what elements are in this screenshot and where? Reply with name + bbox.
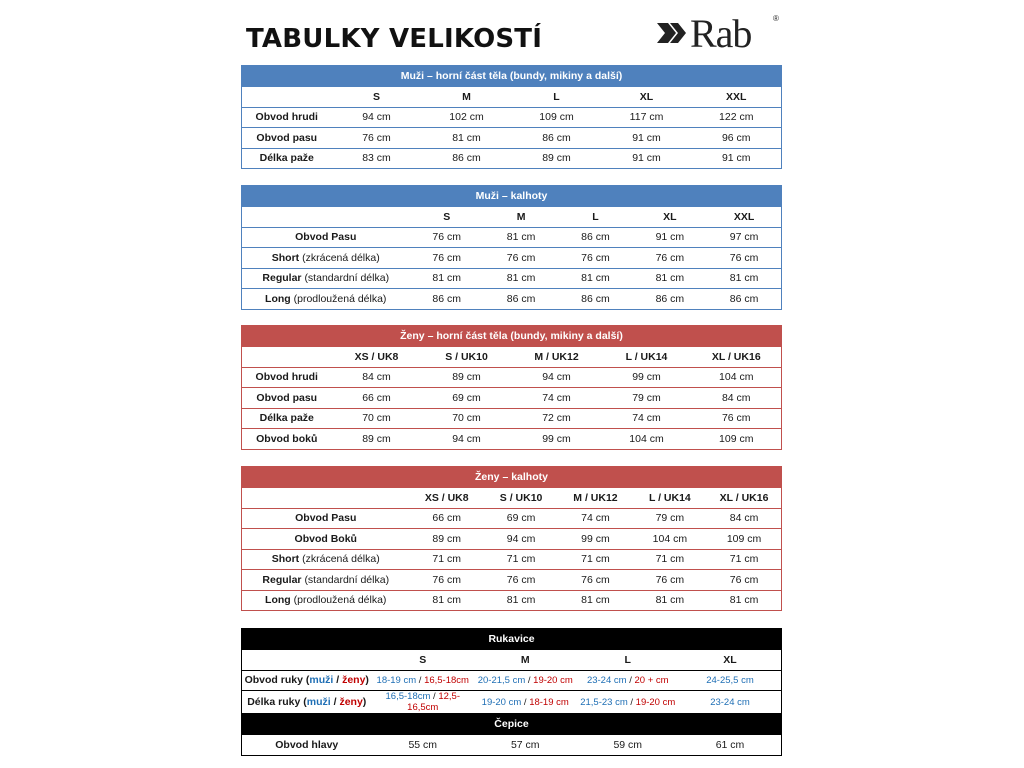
cell: 59 cm — [613, 738, 643, 751]
slash: / — [333, 696, 337, 708]
table-title: Rukavice — [242, 629, 782, 650]
women-value: 12,5-16,5cm — [407, 691, 460, 713]
cell: 76 cm — [692, 408, 782, 429]
cell: 109 cm — [512, 107, 602, 128]
size-header: XS / UK8 — [410, 488, 484, 509]
table-row — [242, 388, 782, 409]
women-value: 16,5-18cm — [424, 674, 469, 686]
cell: 81 cm — [506, 594, 536, 607]
women-value: 19-20 cm — [635, 696, 676, 708]
cell: 109 cm — [707, 529, 781, 550]
table-gloves-caps — [241, 628, 782, 756]
size-header: L / UK14 — [602, 347, 692, 368]
cell: 20-21,5 cm / 19-20 cm — [474, 670, 577, 691]
rab-logo-icon — [656, 20, 692, 46]
cell: 76 cm — [633, 248, 707, 269]
table-title: Ženy – horní část těla (bundy, mikiny a další) — [242, 326, 782, 347]
row-label — [242, 570, 410, 591]
row-label-main: Short — [271, 553, 300, 566]
cell: 86 cm — [432, 292, 461, 305]
women-word: ženy — [342, 674, 366, 687]
cell: 71 cm — [633, 549, 707, 570]
cell: 21,5-23 cm / 19-20 cm — [577, 691, 680, 714]
cell: 57 cm — [510, 738, 540, 751]
cell: 71 cm — [558, 549, 632, 570]
cell: 99 cm — [542, 432, 571, 445]
women-word: ženy — [339, 696, 363, 708]
size-header: XL — [602, 87, 692, 108]
cell: 86 cm — [512, 128, 602, 149]
row-label — [242, 268, 410, 289]
cell: 16,5-18cm / 12,5-16,5cm — [372, 691, 475, 714]
men-word: muži — [309, 674, 334, 687]
cell: 69 cm — [422, 388, 512, 409]
cell: 19-20 cm / 18-19 cm — [474, 691, 577, 714]
row-label-main: Obvod Boků — [294, 532, 357, 545]
size-header: XXL — [692, 87, 782, 108]
row-label-main: Délka ruky — [247, 696, 301, 708]
size-header: M — [422, 87, 512, 108]
row-label-main: Short — [271, 251, 300, 264]
size-header: XL / UK16 — [707, 488, 781, 509]
cell: 84 cm — [707, 508, 781, 529]
table-row — [242, 289, 782, 310]
cell: 81 cm — [432, 594, 461, 607]
men-value: 16,5-18cm — [385, 691, 431, 702]
cell: 96 cm — [692, 128, 782, 149]
table-title: Muži – horní část těla (bundy, mikiny a další) — [242, 66, 782, 87]
row-label-main: Regular — [262, 573, 302, 586]
women-value: 19-20 cm — [533, 674, 573, 686]
row-label-main: Obvod Pasu — [295, 231, 357, 244]
table-row — [242, 429, 782, 450]
row-label: Obvod hrudi — [242, 107, 332, 128]
page-title: TABULKY VELIKOSTÍ — [246, 24, 543, 54]
table-row — [242, 590, 782, 611]
row-label-main: Obvod Pasu — [295, 512, 357, 525]
cell: 94 cm — [512, 367, 602, 388]
cell: 102 cm — [422, 107, 512, 128]
row-label — [242, 549, 410, 570]
cell: 89 cm — [362, 432, 391, 445]
row-label: Délka paže — [259, 152, 314, 165]
row-label: Obvod hlavy — [275, 738, 339, 751]
size-header: L — [512, 87, 602, 108]
cell: 91 cm — [633, 227, 707, 248]
cell: 94 cm — [332, 107, 422, 128]
men-word: muži — [306, 696, 331, 708]
cell: 86 cm — [452, 152, 481, 165]
table-row — [242, 508, 782, 529]
cell: 86 cm — [729, 292, 759, 305]
logo-registered-mark: ® — [773, 14, 779, 23]
cell: 81 cm — [484, 227, 558, 248]
size-header: S — [372, 650, 475, 671]
cell: 99 cm — [602, 367, 692, 388]
row-label — [242, 590, 410, 611]
size-header-row — [242, 650, 782, 671]
table-row — [242, 691, 782, 714]
cell: 76 cm — [558, 248, 632, 269]
cell: 70 cm — [332, 408, 422, 429]
row-label: Obvod pasu — [242, 128, 332, 149]
men-value: 23-24 cm — [586, 674, 627, 686]
size-header-row — [242, 488, 782, 509]
table-row — [242, 735, 782, 756]
cell: 23-24 cm / 20 + cm — [577, 670, 680, 691]
size-header: XS / UK8 — [332, 347, 422, 368]
table-row — [242, 367, 782, 388]
table-men-pants — [241, 185, 782, 310]
cell: 74 cm — [602, 408, 692, 429]
cell: 97 cm — [707, 227, 781, 248]
men-value: 20-21,5 cm — [477, 674, 526, 686]
row-label: Obvod ruky (muži / ženy) — [242, 670, 372, 691]
cell: 117 cm — [602, 107, 692, 128]
size-header: XL — [679, 650, 782, 671]
cell: 81 cm — [484, 268, 558, 289]
cell: 76 cm — [484, 570, 558, 591]
cell: 99 cm — [558, 529, 632, 550]
men-value: 23-24 cm — [710, 696, 750, 708]
table-row — [242, 128, 782, 149]
row-label-main: Obvod ruky — [244, 674, 303, 687]
cell: 72 cm — [512, 408, 602, 429]
size-header-row — [242, 87, 782, 108]
men-value: 24-25,5 cm — [706, 674, 754, 686]
cell: 79 cm — [633, 508, 707, 529]
size-header: L — [577, 650, 680, 671]
cell: 81 cm — [707, 268, 781, 289]
row-label-note: (standardní délka) — [304, 573, 390, 586]
cell: 81 cm — [581, 594, 610, 607]
row-label-main: Long — [265, 594, 291, 607]
size-header-row — [242, 207, 782, 228]
cell: 81 cm — [633, 268, 707, 289]
cell: 74 cm — [512, 388, 602, 409]
size-header: M — [484, 207, 558, 228]
size-header: M — [474, 650, 577, 671]
cell: 81 cm — [422, 128, 512, 149]
cell: 86 cm — [558, 227, 632, 248]
size-header: L / UK14 — [633, 488, 707, 509]
table-row — [242, 107, 782, 128]
row-label-note: (zkrácená délka) — [302, 553, 380, 566]
cell: 81 cm — [655, 594, 685, 607]
cell: 91 cm — [602, 128, 692, 149]
cell: 66 cm — [410, 508, 484, 529]
cell: 76 cm — [633, 570, 707, 591]
cell: 71 cm — [707, 549, 781, 570]
cell: 76 cm — [558, 570, 632, 591]
size-header: L — [558, 207, 632, 228]
cell: 79 cm — [602, 388, 692, 409]
cell: 76 cm — [332, 128, 422, 149]
table-row — [242, 408, 782, 429]
row-label-note: (prodloužená délka) — [293, 292, 387, 305]
table-row — [242, 549, 782, 570]
size-header: XL / UK16 — [692, 347, 782, 368]
cell: 104 cm — [633, 529, 707, 550]
cell: 122 cm — [692, 107, 782, 128]
cell: 83 cm — [362, 152, 391, 165]
size-header: S — [410, 207, 484, 228]
table-row — [242, 268, 782, 289]
size-header: XXL — [707, 207, 781, 228]
cell: 109 cm — [719, 432, 754, 445]
row-label: Obvod hrudi — [242, 367, 332, 388]
women-value: 18-19 cm — [529, 696, 569, 708]
cell: 76 cm — [410, 248, 484, 269]
table-row — [242, 670, 782, 691]
cell: 86 cm — [655, 292, 685, 305]
cell: 71 cm — [410, 549, 484, 570]
row-label — [242, 248, 410, 269]
row-label-note: (standardní délka) — [304, 272, 390, 285]
cell: 81 cm — [410, 268, 484, 289]
slash: / — [336, 674, 340, 687]
cell: 89 cm — [410, 529, 484, 550]
cell: 86 cm — [581, 292, 610, 305]
size-header: S / UK10 — [484, 488, 558, 509]
cell: 89 cm — [542, 152, 571, 165]
row-label-note: (prodloužená délka) — [293, 594, 387, 607]
row-label-main: Regular — [262, 272, 302, 285]
cell: 55 cm — [408, 738, 438, 751]
logo-text: Rab — [690, 11, 752, 56]
cell: 89 cm — [422, 367, 512, 388]
cell: 76 cm — [410, 570, 484, 591]
size-header: M / UK12 — [558, 488, 632, 509]
table-subtitle: Čepice — [242, 714, 782, 735]
table-row — [242, 248, 782, 269]
cell: 76 cm — [707, 248, 781, 269]
men-value: 21,5-23 cm — [580, 696, 628, 708]
row-label: Délka paže — [242, 408, 332, 429]
cell: 84 cm — [332, 367, 422, 388]
cell: 86 cm — [506, 292, 536, 305]
size-header: XL — [633, 207, 707, 228]
cell — [679, 691, 782, 714]
row-label — [242, 289, 410, 310]
row-label-note: (zkrácená délka) — [302, 251, 380, 264]
row-label — [242, 529, 410, 550]
table-title: Muži – kalhoty — [242, 186, 782, 207]
cell: 76 cm — [707, 570, 781, 591]
cell: 91 cm — [721, 152, 751, 165]
cell: 76 cm — [484, 248, 558, 269]
cell: 71 cm — [484, 549, 558, 570]
table-row — [242, 227, 782, 248]
table-women-top — [241, 325, 782, 450]
row-label — [242, 227, 410, 248]
row-label: Délka ruky (muži / ženy) — [242, 691, 372, 714]
cell: 18-19 cm / 16,5-18cm — [372, 670, 475, 691]
row-label — [242, 508, 410, 529]
table-men-top — [241, 65, 782, 169]
table-title: Ženy – kalhoty — [242, 467, 782, 488]
size-header: M / UK12 — [512, 347, 602, 368]
cell: 91 cm — [632, 152, 661, 165]
men-value: 19-20 cm — [481, 696, 522, 708]
cell: 81 cm — [729, 594, 759, 607]
cell: 104 cm — [692, 367, 782, 388]
size-header-row — [242, 347, 782, 368]
size-header: S — [332, 87, 422, 108]
cell: 74 cm — [558, 508, 632, 529]
cell: 81 cm — [558, 268, 632, 289]
table-row — [242, 529, 782, 550]
table-row — [242, 570, 782, 591]
women-value: 20 + cm — [634, 674, 669, 686]
row-label: Obvod pasu — [242, 388, 332, 409]
cell: 76 cm — [410, 227, 484, 248]
cell: 94 cm — [484, 529, 558, 550]
row-label: Obvod boků — [256, 432, 318, 445]
table-women-pants — [241, 466, 782, 611]
cell: 84 cm — [692, 388, 782, 409]
cell: 66 cm — [332, 388, 422, 409]
cell: 104 cm — [629, 432, 664, 445]
cell: 69 cm — [484, 508, 558, 529]
cell: 61 cm — [715, 738, 745, 751]
cell: 94 cm — [452, 432, 481, 445]
size-header: S / UK10 — [422, 347, 512, 368]
table-row — [242, 148, 782, 169]
cell: 70 cm — [422, 408, 512, 429]
men-value: 18-19 cm — [376, 674, 417, 686]
cell — [679, 670, 782, 691]
row-label-main: Long — [265, 292, 291, 305]
